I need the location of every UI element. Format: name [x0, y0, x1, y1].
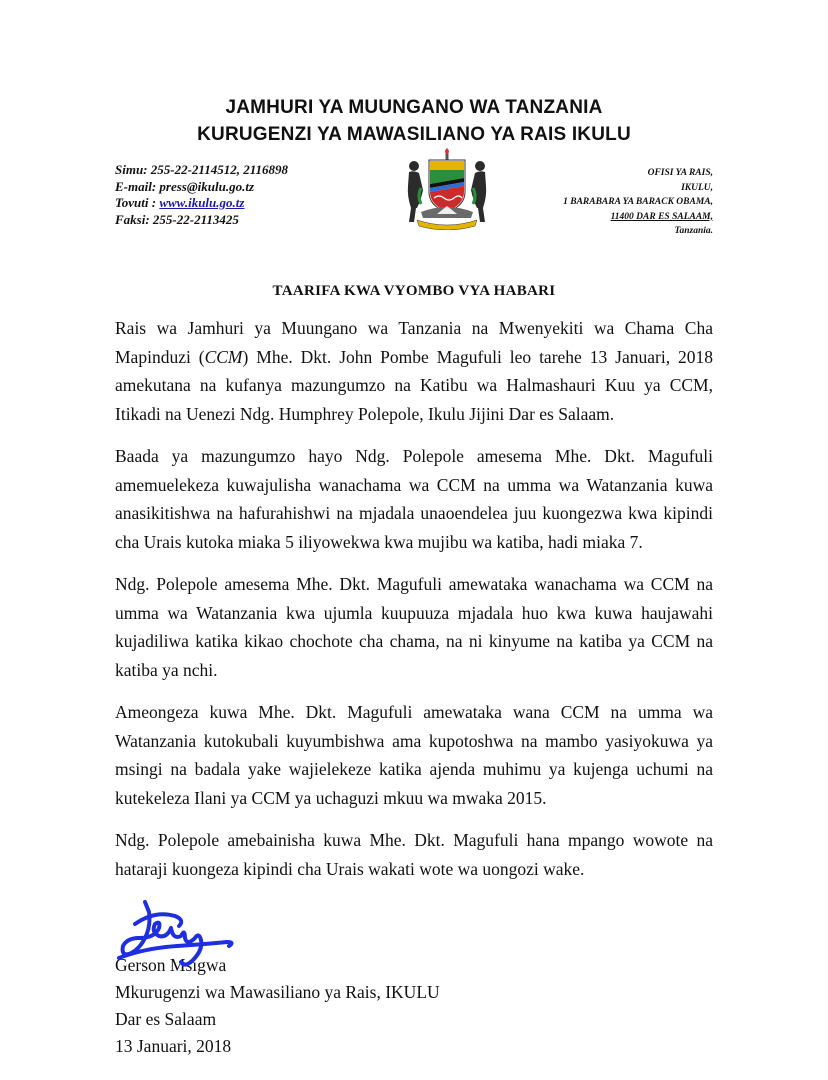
- contact-block: [115, 162, 288, 228]
- paragraph-1-part-a: Rais wa Jamhuri ya Muungano wa Tanzania na Mwenyekiti wa Chama Cha Mapinduzi (: [115, 318, 713, 367]
- header-line-1: JAMHURI YA MUUNGANO WA TANZANIA: [225, 97, 603, 118]
- document-title: TAARIFA KWA VYOMBO VYA HABARI: [272, 283, 556, 299]
- header-line-2: KURUGENZI YA MAWASILIANO YA RAIS IKULU: [197, 124, 631, 145]
- address-line-3: 1 BARABARA YA BARACK OBAMA,: [563, 197, 713, 207]
- signatory-position: Mkurugenzi wa Mawasiliano ya Rais, IKULU: [115, 982, 440, 1002]
- address-line-5: Tanzania.: [674, 226, 713, 236]
- address-line-4: 11400 DAR ES SALAAM,: [610, 211, 713, 222]
- paragraph-1: [115, 314, 713, 428]
- fax-text: Faksi: 255-22-2113425: [115, 211, 239, 227]
- ccm-italic: CCM: [204, 346, 243, 367]
- address-line-1: OFISI YA RAIS,: [647, 168, 713, 178]
- signatory-name: Gerson Msigwa: [115, 955, 227, 975]
- address-block: [563, 166, 713, 239]
- paragraph-3: Ndg. Polepole amesema Mhe. Dkt. Magufuli amewataka wanachama wa CCM na umma wa Watanzania kwa ujumla kuupuuza mjadala huo kwa kuwa haujawahi kujadiliwa katika kikao chochote cha chama, na ni kinyume na katiba ya CCM na katiba ya nchi.: [115, 574, 713, 680]
- website-label: Tovuti :: [115, 195, 160, 210]
- signoff-date: 13 Januari, 2018: [115, 1036, 232, 1056]
- signoff-place: Dar es Salaam: [115, 1009, 217, 1029]
- document-body: [115, 314, 713, 897]
- paragraph-5: Ndg. Polepole amebainisha kuwa Mhe. Dkt. Magufuli hana mpango wowote na hataraji kuongeza kipindi cha Urais wakati wote wa uongozi wake.: [115, 830, 713, 879]
- paragraph-4: Ameongeza kuwa Mhe. Dkt. Magufuli amewataka wana CCM na umma wa Watanzania kutokubali kuyumbishwa ama kupotoshwa na mambo yasiyokuwa ya msingi na badala yake wajielekeze katika ajenda muhimu ya kujenga uchumi na kutekeleza Ilani ya CCM ya uchaguzi mkuu wa mwaka 2015.: [115, 702, 713, 808]
- signature-icon: [115, 898, 240, 974]
- phone-text: Simu: 255-22-2114512, 2116898: [115, 162, 288, 177]
- paragraph-2: Baada ya mazungumzo hayo Ndg. Polepole amesema Mhe. Dkt. Magufuli amemuelekeza kuwajulisha wanachama wa CCM na umma wa Watanzania kuwa anasikitishwa na hafurahishwi na mjadala unaoendelea juu kuongezwa kwa kipindi cha Urais kutoka miaka 5 iliyowekwa kwa mujibu wa katiba, hadi miaka 7.: [115, 446, 713, 552]
- website-line: [115, 195, 288, 212]
- tanzania-coat-of-arms-icon: [401, 148, 493, 230]
- paragraph-1-part-b: ) Mhe. Dkt. John Pombe Magufuli leo tarehe 13 Januari, 2018 amekutana na kufanya mazungumzo na Katibu wa Halmashauri Kuu ya CCM, Itikadi na Uenezi Ndg. Humphrey Polepole, Ikulu Jijini Dar es Salaam.: [115, 346, 713, 424]
- email-text: E-mail: press@ikulu.go.tz: [115, 178, 255, 194]
- website-link[interactable]: www.ikulu.go.tz: [159, 195, 245, 210]
- address-line-2: IKULU,: [681, 182, 713, 193]
